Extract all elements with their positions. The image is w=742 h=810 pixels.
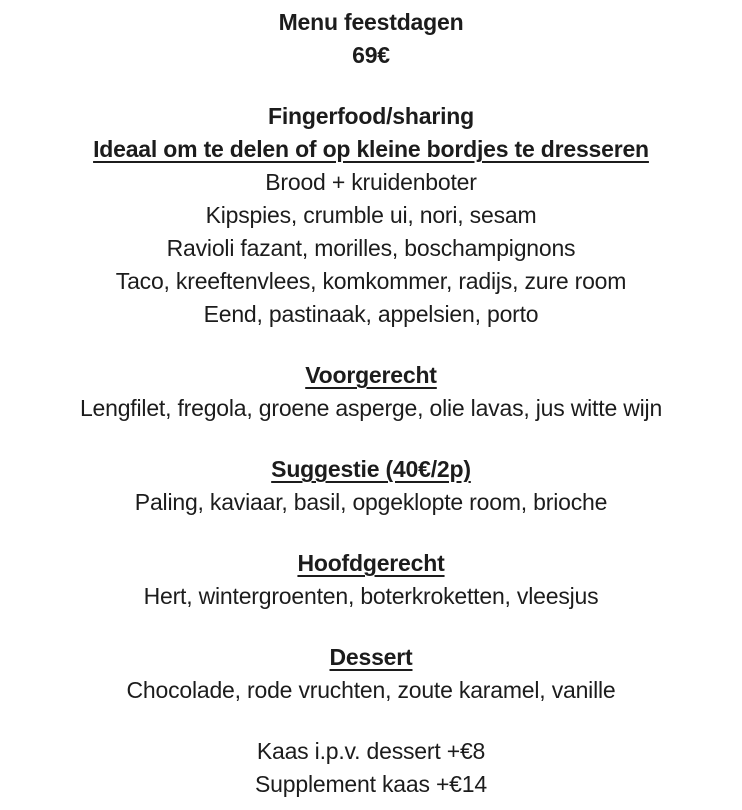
section-heading-dessert: Dessert (329, 644, 413, 670)
menu-item: Hert, wintergroenten, boterkroketten, vleesjus (143, 583, 599, 609)
section-heading-fingerfood: Fingerfood/sharing (268, 103, 474, 129)
section-hoofdgerecht (0, 547, 742, 613)
menu-item: Paling, kaviaar, basil, opgeklopte room, brioche (134, 489, 608, 515)
section-gap (0, 331, 742, 359)
section-voorgerecht (0, 359, 742, 425)
section-dessert (0, 641, 742, 707)
section-gap (0, 707, 742, 735)
menu-item: Eend, pastinaak, appelsien, porto (203, 301, 539, 327)
section-gap (0, 613, 742, 641)
section-heading-hoofdgerecht: Hoofdgerecht (297, 550, 445, 576)
section-heading-suggestie: Suggestie (40€/2p) (271, 456, 471, 482)
section-subheading-fingerfood: Ideaal om te delen of op kleine bordjes te dresseren (93, 136, 649, 162)
menu-item: Chocolade, rode vruchten, zoute karamel, vanille (126, 677, 616, 703)
menu-item: Lengfilet, fregola, groene asperge, olie lavas, jus witte wijn (79, 395, 663, 421)
footer-line-cheese-instead: Kaas i.p.v. dessert +€8 (256, 738, 486, 764)
menu-title: Menu feestdagen (278, 9, 464, 35)
section-suggestie (0, 453, 742, 519)
section-gap (0, 425, 742, 453)
section-gap (0, 519, 742, 547)
footer-line-cheese-supplement: Supplement kaas +€14 (255, 771, 487, 797)
menu-item: Ravioli fazant, morilles, boschampignons (166, 235, 576, 261)
section-fingerfood (0, 100, 742, 331)
menu-item: Brood + kruidenboter (265, 169, 477, 195)
section-gap (0, 72, 742, 100)
menu-item: Taco, kreeftenvlees, komkommer, radijs, zure room (115, 268, 627, 294)
section-footer (0, 735, 742, 801)
menu-price: 69€ (352, 42, 390, 68)
menu-item: Kipspies, crumble ui, nori, sesam (205, 202, 537, 228)
section-heading-voorgerecht: Voorgerecht (305, 362, 437, 388)
